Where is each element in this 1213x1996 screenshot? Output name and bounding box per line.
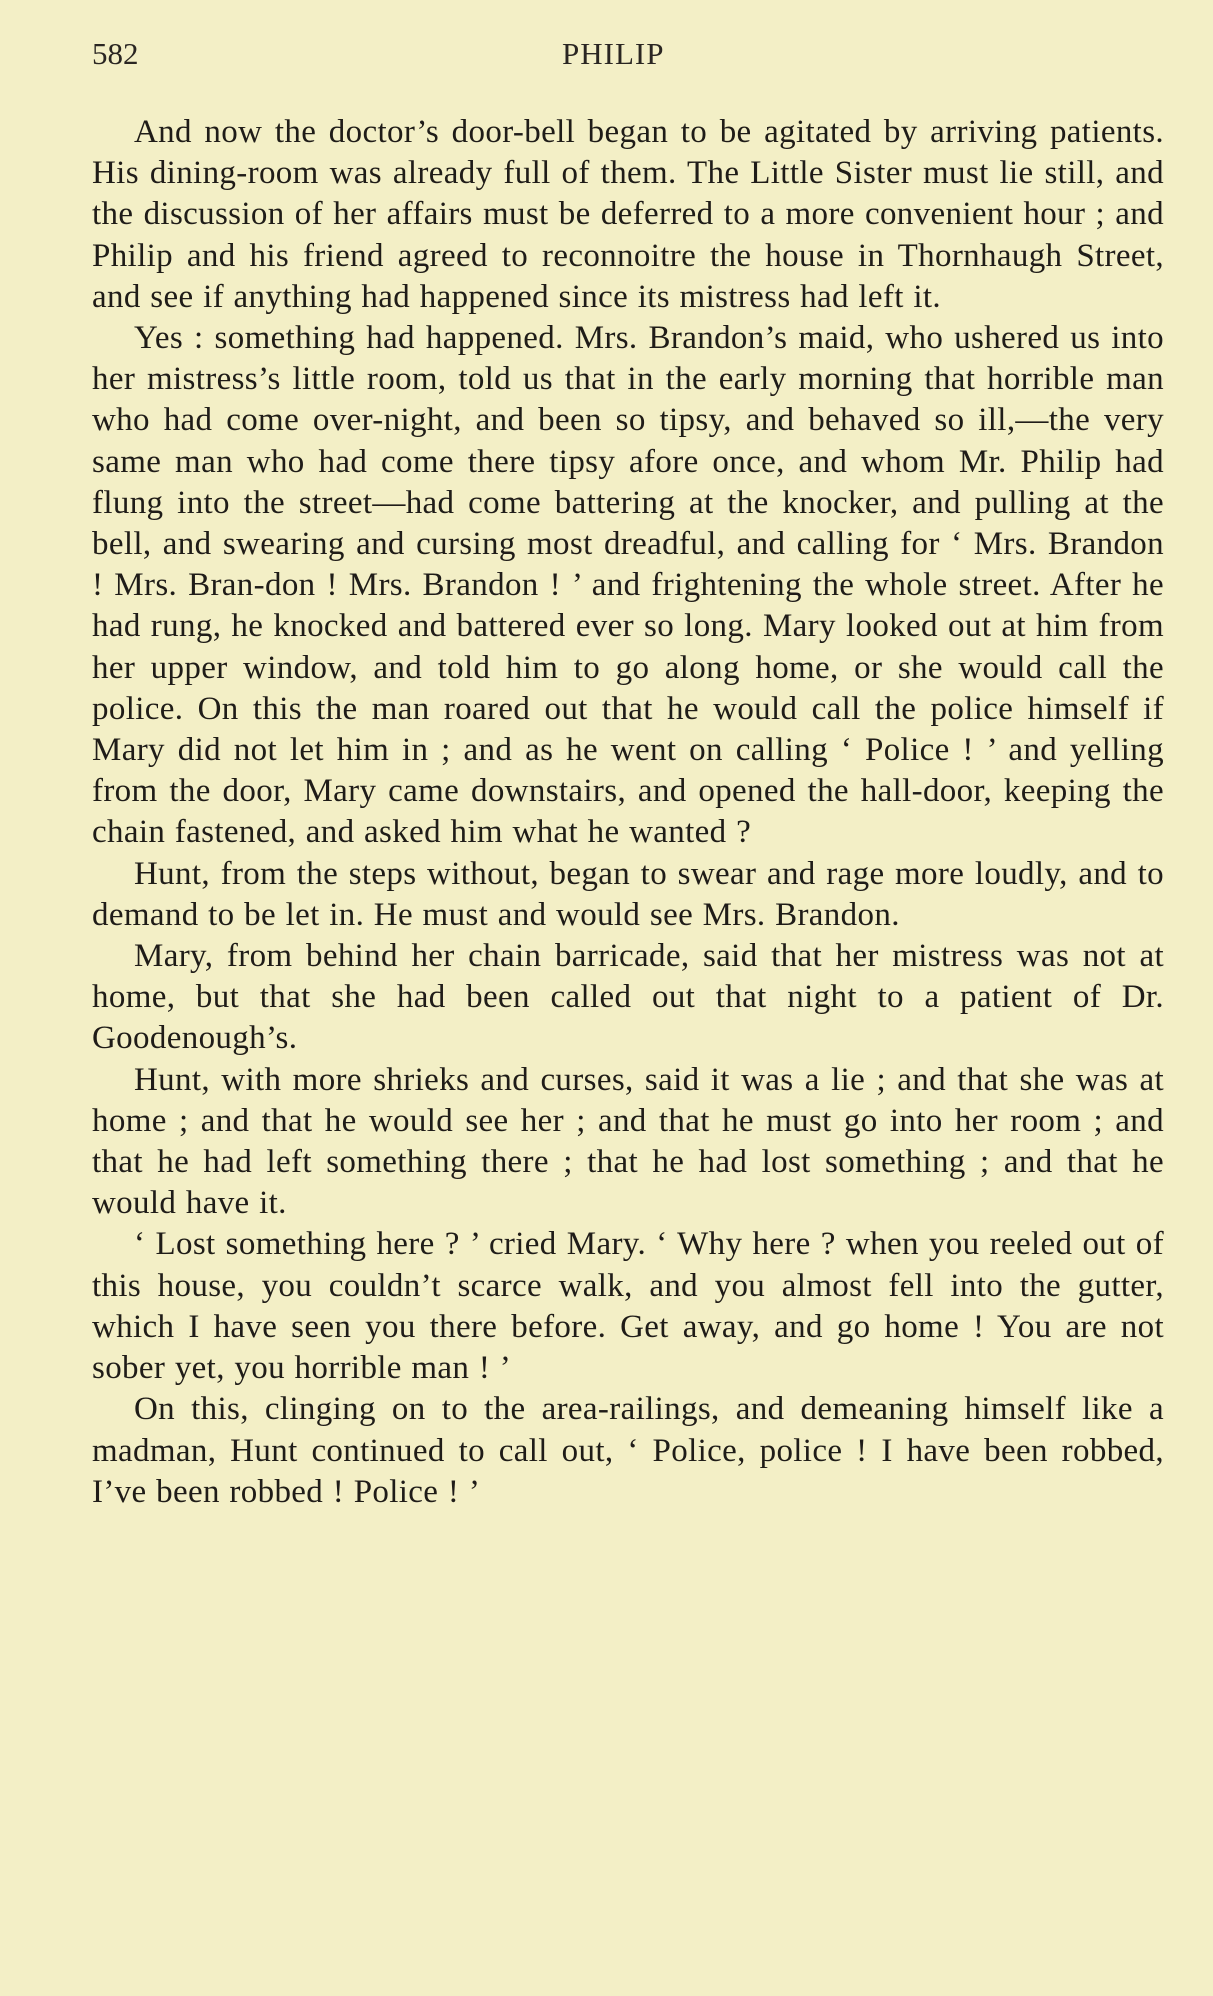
page-number: 582 <box>92 36 139 71</box>
paragraph: On this, clinging on to the area-railings, and demeaning himself like a madman, Hunt continued to call out, ‘ Police, police ! I have been robbed, I’ve been robbed ! Police ! ’ <box>92 1391 1164 1510</box>
paragraph: Hunt, with more shrieks and curses, said it was a lie ; and that she was at home ; and that he would see her ; and that he must go into her room ; and that he had left something there ; that he had lost something ; and that he would have it. <box>92 1061 1164 1222</box>
body-text <box>92 112 1164 1513</box>
book-title: PHILIP <box>562 36 665 71</box>
paragraph: Mary, from behind her chain barricade, said that her mistress was not at home, but that she had been called out that night to a patient of Dr. Goodenough’s. <box>92 938 1164 1057</box>
paragraph: ‘ Lost something here ? ’ cried Mary. ‘ Why here ? when you reeled out of this house, you couldn’t scarce walk, and you almost fell into the gutter, which I have seen you there before. Get away, and go home ! You are not sober yet, you horrible man ! ’ <box>92 1226 1164 1387</box>
paragraph: And now the doctor’s door-bell began to be agitated by arriving patients. His dining-room was already full of them. The Little Sister must lie still, and the discussion of her affairs must be deferred to a more convenient hour ; and Philip and his friend agreed to reconnoitre the house in Thornhaugh Street, and see if anything had happened since its mistress had left it. <box>92 114 1164 315</box>
paragraph: Hunt, from the steps without, began to swear and rage more loudly, and to demand to be let in. He must and would see Mrs. Brandon. <box>92 855 1164 933</box>
paragraph: Yes : something had happened. Mrs. Brandon’s maid, who ushered us into her mistress’s little room, told us that in the early morning that horrible man who had come over-night, and been so tipsy, and behaved so ill,—the very same man who had come there tipsy afore once, and whom Mr. Philip had flung into the street—had come battering at the knocker, and pulling at the bell, and swearing and cursing most dreadful, and calling for ‘ Mrs. Brandon ! Mrs. Bran-don ! Mrs. Brandon ! ’ and frightening the whole street. After he had rung, he knocked and battered ever so long. Mary looked out at him from her upper window, and told him to go along home, or she would call the police. On this the man roared out that he would call the police himself if Mary did not let him in ; and as he went on calling ‘ Police ! ’ and yelling from the door, Mary came downstairs, and opened the hall-door, keeping the chain fastened, and asked him what he wanted ? <box>92 320 1164 851</box>
running-head <box>92 34 1155 74</box>
